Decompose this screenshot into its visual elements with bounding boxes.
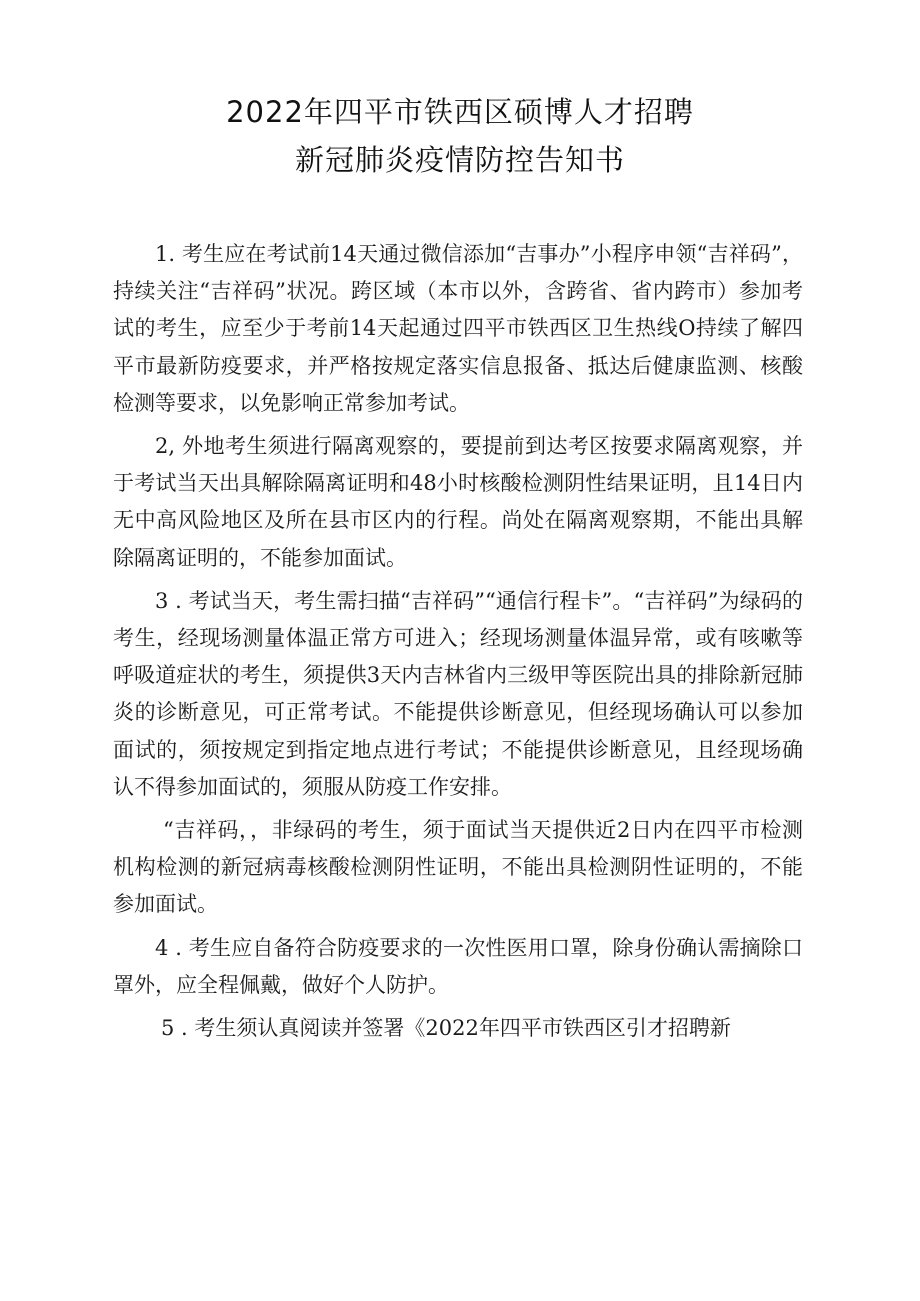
title-line-2: 新冠肺炎疫情防控告知书 — [294, 143, 625, 177]
paragraph-4: “吉祥码，，非绿码的考生，须于面试当天提供近2日内在四平市检测机构检测的新冠病毒核酸检测阴性证明，不能出具检测阴性证明的，不能参加面试。 — [113, 818, 803, 917]
title-line-1: 2022年四平市铁西区硕博人才招聘 — [226, 95, 694, 129]
paragraph-3: 3 . 考试当天，考生需扫描“吉祥码”“通信行程卡”。“吉祥码”为绿码的考生，经现场测量体温正常方可进入；经现场测量体温异常，或有咳嗽等呼吸道症状的考生，须提供3天内吉林省内三级甲等医院出具的排除新冠肺炎的诊断意见，可正常考试。不能提供诊断意见，但经现场确认可以参加面试的，须按规定到指定地点进行考试；不能提供诊断意见，且经现场确认不得参加面试的，须服从防疫工作安排。 — [113, 588, 803, 799]
document-body — [113, 236, 803, 1051]
paragraph-1: 1. 考生应在考试前14天通过微信添加“吉事办”小程序申领“吉祥码”，持续关注“吉祥码”状况。跨区域（本市以外，含跨省、省内跨市）参加考试的考生，应至少于考前14天起通过四平市铁西区卫生热线O持续了解四平市最新防疫要求，并严格按规定落实信息报备、抵达后健康监测、核酸检测等要求，以免影响正常参加考试。 — [113, 242, 803, 415]
document-title — [0, 88, 920, 184]
paragraph-2: 2, 外地考生须进行隔离观察的，要提前到达考区按要求隔离观察，并于考试当天出具解除隔离证明和48小时核酸检测阴性结果证明，且14日内无中高风险地区及所在县市区内的行程。尚处在隔离观察期，不能出具解除隔离证明的，不能参加面试。 — [113, 434, 803, 570]
paragraph-5: 4 . 考生应自备符合防疫要求的一次性医用口罩，除身份确认需摘除口罩外，应全程佩戴，做好个人防护。 — [113, 935, 803, 997]
paragraph-6: 5 . 考生须认真阅读并签署《2022年四平市铁西区引才招聘新 — [161, 1016, 731, 1041]
